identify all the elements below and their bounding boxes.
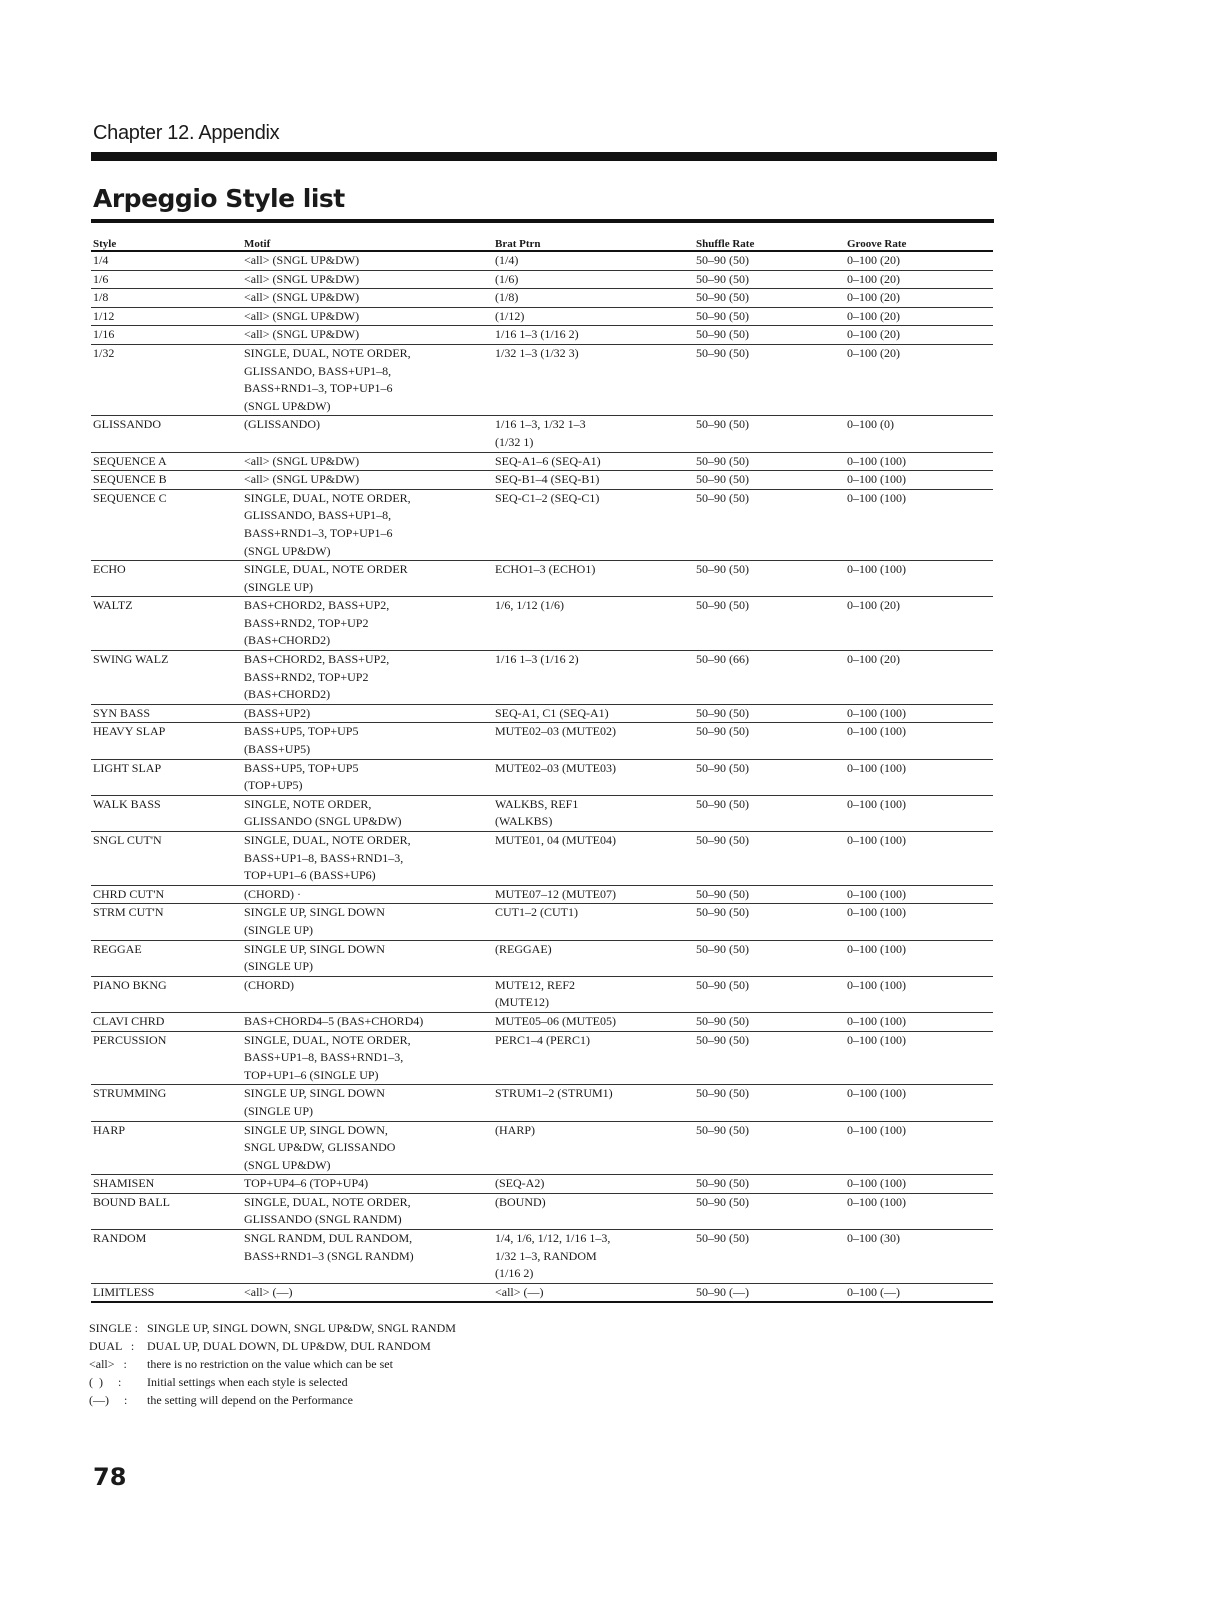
brat-ptrn-cell: WALKBS, REF1 (WALKBS): [495, 795, 696, 831]
shuffle-rate-cell: 50–90 (50): [696, 759, 847, 795]
style-cell: RANDOM: [91, 1230, 244, 1284]
style-cell: 1/32: [91, 344, 244, 415]
motif-cell: SINGLE, DUAL, NOTE ORDER (SINGLE UP): [244, 561, 495, 597]
brat-ptrn-cell: 1/16 1–3 (1/16 2): [495, 326, 696, 345]
legend-key: <all> :: [89, 1357, 127, 1371]
table-row: [91, 452, 993, 471]
groove-rate-cell: 0–100 (20): [847, 289, 993, 308]
legend-text: DUAL UP, DUAL DOWN, DL UP&DW, DUL RANDOM: [147, 1339, 431, 1353]
shuffle-rate-cell: 50–90 (50): [696, 704, 847, 723]
table-row: [91, 1175, 993, 1194]
style-cell: SWING WALZ: [91, 651, 244, 705]
brat-ptrn-cell: (1/8): [495, 289, 696, 308]
brat-ptrn-cell: SEQ-A1, C1 (SEQ-A1): [495, 704, 696, 723]
table-row: [91, 489, 993, 560]
groove-rate-cell: 0–100 (100): [847, 723, 993, 759]
style-cell: SHAMISEN: [91, 1175, 244, 1194]
groove-rate-cell: 0–100 (0): [847, 416, 993, 452]
style-cell: WALTZ: [91, 597, 244, 651]
shuffle-rate-cell: 50–90 (50): [696, 1193, 847, 1229]
style-cell: SYN BASS: [91, 704, 244, 723]
groove-rate-cell: 0–100 (100): [847, 704, 993, 723]
motif-cell: BAS+CHORD4–5 (BAS+CHORD4): [244, 1012, 495, 1031]
brat-ptrn-cell: MUTE07–12 (MUTE07): [495, 885, 696, 904]
shuffle-rate-cell: 50–90 (50): [696, 1121, 847, 1175]
table-row: [91, 704, 993, 723]
chapter-heading: Chapter 12. Appendix: [93, 122, 280, 144]
groove-rate-cell: 0–100 (100): [847, 471, 993, 490]
table-row: [91, 1012, 993, 1031]
table-row: [91, 832, 993, 886]
style-cell: SEQUENCE B: [91, 471, 244, 490]
section-title-rule: [91, 219, 994, 223]
motif-cell: SINGLE UP, SINGL DOWN (SINGLE UP): [244, 1085, 495, 1121]
style-cell: STRM CUT'N: [91, 904, 244, 940]
table-row: [91, 471, 993, 490]
shuffle-rate-cell: 50–90 (50): [696, 1230, 847, 1284]
style-cell: ECHO: [91, 561, 244, 597]
style-cell: CHRD CUT'N: [91, 885, 244, 904]
motif-cell: TOP+UP4–6 (TOP+UP4): [244, 1175, 495, 1194]
motif-cell: (CHORD) ·: [244, 885, 495, 904]
brat-ptrn-cell: (BOUND): [495, 1193, 696, 1229]
legend-item: [89, 1355, 456, 1373]
legend: [89, 1319, 456, 1409]
legend-key: (—) :: [89, 1393, 128, 1407]
groove-rate-cell: 0–100 (100): [847, 795, 993, 831]
brat-ptrn-cell: MUTE02–03 (MUTE03): [495, 759, 696, 795]
motif-cell: BAS+CHORD2, BASS+UP2, BASS+RND2, TOP+UP2 (BAS+CHORD2): [244, 651, 495, 705]
style-cell: GLISSANDO: [91, 416, 244, 452]
shuffle-rate-cell: 50–90 (50): [696, 416, 847, 452]
shuffle-rate-cell: 50–90 (50): [696, 289, 847, 308]
style-cell: HARP: [91, 1121, 244, 1175]
shuffle-rate-cell: 50–90 (66): [696, 651, 847, 705]
legend-text: there is no restriction on the value which can be set: [147, 1357, 393, 1371]
motif-cell: BAS+CHORD2, BASS+UP2, BASS+RND2, TOP+UP2 (BAS+CHORD2): [244, 597, 495, 651]
groove-rate-cell: 0–100 (20): [847, 597, 993, 651]
style-cell: REGGAE: [91, 940, 244, 976]
table-row: [91, 597, 993, 651]
brat-ptrn-cell: (1/4): [495, 251, 696, 270]
style-cell: LIMITLESS: [91, 1283, 244, 1302]
motif-cell: <all> (SNGL UP&DW): [244, 326, 495, 345]
groove-rate-cell: 0–100 (20): [847, 651, 993, 705]
table-row: [91, 416, 993, 452]
shuffle-rate-cell: 50–90 (50): [696, 832, 847, 886]
shuffle-rate-cell: 50–90 (50): [696, 270, 847, 289]
shuffle-rate-cell: 50–90 (50): [696, 1012, 847, 1031]
style-cell: 1/8: [91, 289, 244, 308]
shuffle-rate-cell: 50–90 (50): [696, 723, 847, 759]
brat-ptrn-cell: 1/6, 1/12 (1/6): [495, 597, 696, 651]
table-row: [91, 885, 993, 904]
groove-rate-cell: 0–100 (20): [847, 344, 993, 415]
motif-cell: SINGLE, NOTE ORDER, GLISSANDO (SNGL UP&DW): [244, 795, 495, 831]
legend-text: Initial settings when each style is selected: [147, 1375, 348, 1389]
shuffle-rate-cell: 50–90 (50): [696, 1031, 847, 1085]
shuffle-rate-cell: 50–90 (50): [696, 452, 847, 471]
shuffle-rate-cell: 50–90 (50): [696, 940, 847, 976]
table-row: [91, 561, 993, 597]
motif-cell: SINGLE, DUAL, NOTE ORDER, BASS+UP1–8, BASS+RND1–3, TOP+UP1–6 (SINGLE UP): [244, 1031, 495, 1085]
motif-cell: SNGL RANDM, DUL RANDOM, BASS+RND1–3 (SNGL RANDM): [244, 1230, 495, 1284]
shuffle-rate-cell: 50–90 (50): [696, 561, 847, 597]
shuffle-rate-cell: 50–90 (50): [696, 471, 847, 490]
brat-ptrn-cell: SEQ-C1–2 (SEQ-C1): [495, 489, 696, 560]
groove-rate-cell: 0–100 (20): [847, 270, 993, 289]
table-row: [91, 307, 993, 326]
table-row: [91, 976, 993, 1012]
style-cell: 1/12: [91, 307, 244, 326]
column-header-style: Style: [91, 232, 244, 251]
style-cell: PIANO BKNG: [91, 976, 244, 1012]
column-header-motif: Motif: [244, 232, 495, 251]
brat-ptrn-cell: MUTE01, 04 (MUTE04): [495, 832, 696, 886]
brat-ptrn-cell: MUTE05–06 (MUTE05): [495, 1012, 696, 1031]
table-row: [91, 1031, 993, 1085]
brat-ptrn-cell: (REGGAE): [495, 940, 696, 976]
legend-item: [89, 1373, 456, 1391]
section-title: Arpeggio Style list: [93, 184, 345, 213]
shuffle-rate-cell: 50–90 (50): [696, 904, 847, 940]
table-row: [91, 940, 993, 976]
table-row: [91, 904, 993, 940]
groove-rate-cell: 0–100 (100): [847, 1085, 993, 1121]
motif-cell: SINGLE UP, SINGL DOWN, SNGL UP&DW, GLISSANDO (SNGL UP&DW): [244, 1121, 495, 1175]
style-cell: CLAVI CHRD: [91, 1012, 244, 1031]
style-cell: 1/4: [91, 251, 244, 270]
legend-text: the setting will depend on the Performance: [147, 1393, 353, 1407]
style-cell: SEQUENCE A: [91, 452, 244, 471]
shuffle-rate-cell: 50–90 (50): [696, 1085, 847, 1121]
motif-cell: SINGLE UP, SINGL DOWN (SINGLE UP): [244, 940, 495, 976]
motif-cell: <all> (SNGL UP&DW): [244, 289, 495, 308]
shuffle-rate-cell: 50–90 (50): [696, 489, 847, 560]
motif-cell: (BASS+UP2): [244, 704, 495, 723]
motif-cell: SINGLE, DUAL, NOTE ORDER, BASS+UP1–8, BASS+RND1–3, TOP+UP1–6 (BASS+UP6): [244, 832, 495, 886]
motif-cell: <all> (SNGL UP&DW): [244, 251, 495, 270]
groove-rate-cell: 0–100 (100): [847, 452, 993, 471]
motif-cell: (GLISSANDO): [244, 416, 495, 452]
table-row: [91, 759, 993, 795]
brat-ptrn-cell: STRUM1–2 (STRUM1): [495, 1085, 696, 1121]
table-row: [91, 1193, 993, 1229]
table-row: [91, 651, 993, 705]
motif-cell: SINGLE, DUAL, NOTE ORDER, GLISSANDO, BASS+UP1–8, BASS+RND1–3, TOP+UP1–6 (SNGL UP&DW): [244, 489, 495, 560]
table-row: [91, 1121, 993, 1175]
legend-key: SINGLE :: [89, 1321, 138, 1335]
legend-item: [89, 1319, 456, 1337]
groove-rate-cell: 0–100 (20): [847, 251, 993, 270]
style-cell: 1/6: [91, 270, 244, 289]
style-cell: WALK BASS: [91, 795, 244, 831]
shuffle-rate-cell: 50–90 (50): [696, 1175, 847, 1194]
legend-text: SINGLE UP, SINGL DOWN, SNGL UP&DW, SNGL RANDM: [147, 1321, 456, 1335]
groove-rate-cell: 0–100 (100): [847, 1031, 993, 1085]
table-row: [91, 289, 993, 308]
motif-cell: (CHORD): [244, 976, 495, 1012]
brat-ptrn-cell: 1/4, 1/6, 1/12, 1/16 1–3, 1/32 1–3, RANDOM (1/16 2): [495, 1230, 696, 1284]
page-number: 78: [93, 1463, 127, 1491]
motif-cell: <all> (SNGL UP&DW): [244, 452, 495, 471]
brat-ptrn-cell: SEQ-A1–6 (SEQ-A1): [495, 452, 696, 471]
groove-rate-cell: 0–100 (—): [847, 1283, 993, 1302]
groove-rate-cell: 0–100 (30): [847, 1230, 993, 1284]
shuffle-rate-cell: 50–90 (50): [696, 597, 847, 651]
shuffle-rate-cell: 50–90 (50): [696, 251, 847, 270]
legend-item: [89, 1337, 456, 1355]
brat-ptrn-cell: ECHO1–3 (ECHO1): [495, 561, 696, 597]
style-cell: 1/16: [91, 326, 244, 345]
shuffle-rate-cell: 50–90 (50): [696, 307, 847, 326]
groove-rate-cell: 0–100 (100): [847, 1175, 993, 1194]
style-cell: PERCUSSION: [91, 1031, 244, 1085]
brat-ptrn-cell: (1/12): [495, 307, 696, 326]
groove-rate-cell: 0–100 (100): [847, 1012, 993, 1031]
style-cell: HEAVY SLAP: [91, 723, 244, 759]
table-body: [91, 251, 993, 1302]
column-header-brat-ptrn: Brat Ptrn: [495, 232, 696, 251]
motif-cell: <all> (SNGL UP&DW): [244, 270, 495, 289]
groove-rate-cell: 0–100 (100): [847, 561, 993, 597]
table-row: [91, 270, 993, 289]
groove-rate-cell: 0–100 (100): [847, 759, 993, 795]
motif-cell: SINGLE, DUAL, NOTE ORDER, GLISSANDO, BASS+UP1–8, BASS+RND1–3, TOP+UP1–6 (SNGL UP&DW): [244, 344, 495, 415]
shuffle-rate-cell: 50–90 (50): [696, 344, 847, 415]
brat-ptrn-cell: (SEQ-A2): [495, 1175, 696, 1194]
brat-ptrn-cell: (HARP): [495, 1121, 696, 1175]
table-row: [91, 723, 993, 759]
shuffle-rate-cell: 50–90 (50): [696, 326, 847, 345]
shuffle-rate-cell: 50–90 (50): [696, 976, 847, 1012]
motif-cell: BASS+UP5, TOP+UP5 (TOP+UP5): [244, 759, 495, 795]
motif-cell: BASS+UP5, TOP+UP5 (BASS+UP5): [244, 723, 495, 759]
legend-item: [89, 1391, 456, 1409]
legend-key: ( ) :: [89, 1375, 122, 1389]
chapter-divider-bar: [91, 152, 997, 161]
table-row: [91, 344, 993, 415]
brat-ptrn-cell: SEQ-B1–4 (SEQ-B1): [495, 471, 696, 490]
arpeggio-style-table: [91, 232, 993, 1303]
motif-cell: SINGLE, DUAL, NOTE ORDER, GLISSANDO (SNGL RANDM): [244, 1193, 495, 1229]
table-row: [91, 1230, 993, 1284]
groove-rate-cell: 0–100 (100): [847, 1193, 993, 1229]
groove-rate-cell: 0–100 (100): [847, 976, 993, 1012]
shuffle-rate-cell: 50–90 (50): [696, 885, 847, 904]
groove-rate-cell: 0–100 (100): [847, 832, 993, 886]
brat-ptrn-cell: 1/16 1–3 (1/16 2): [495, 651, 696, 705]
groove-rate-cell: 0–100 (100): [847, 1121, 993, 1175]
motif-cell: <all> (—): [244, 1283, 495, 1302]
brat-ptrn-cell: 1/16 1–3, 1/32 1–3 (1/32 1): [495, 416, 696, 452]
motif-cell: <all> (SNGL UP&DW): [244, 307, 495, 326]
brat-ptrn-cell: 1/32 1–3 (1/32 3): [495, 344, 696, 415]
groove-rate-cell: 0–100 (100): [847, 489, 993, 560]
brat-ptrn-cell: (1/6): [495, 270, 696, 289]
table-row: [91, 1085, 993, 1121]
table-row: [91, 795, 993, 831]
table-header-row: [91, 232, 993, 251]
table-row: [91, 326, 993, 345]
groove-rate-cell: 0–100 (20): [847, 326, 993, 345]
motif-cell: <all> (SNGL UP&DW): [244, 471, 495, 490]
column-header-groove-rate: Groove Rate: [847, 232, 993, 251]
brat-ptrn-cell: MUTE02–03 (MUTE02): [495, 723, 696, 759]
table-row: [91, 251, 993, 270]
groove-rate-cell: 0–100 (100): [847, 940, 993, 976]
style-cell: SEQUENCE C: [91, 489, 244, 560]
brat-ptrn-cell: <all> (—): [495, 1283, 696, 1302]
legend-key: DUAL :: [89, 1339, 135, 1353]
motif-cell: SINGLE UP, SINGL DOWN (SINGLE UP): [244, 904, 495, 940]
brat-ptrn-cell: MUTE12, REF2 (MUTE12): [495, 976, 696, 1012]
groove-rate-cell: 0–100 (100): [847, 885, 993, 904]
groove-rate-cell: 0–100 (100): [847, 904, 993, 940]
style-cell: SNGL CUT'N: [91, 832, 244, 886]
style-cell: BOUND BALL: [91, 1193, 244, 1229]
brat-ptrn-cell: CUT1–2 (CUT1): [495, 904, 696, 940]
shuffle-rate-cell: 50–90 (50): [696, 795, 847, 831]
column-header-shuffle-rate: Shuffle Rate: [696, 232, 847, 251]
style-cell: STRUMMING: [91, 1085, 244, 1121]
groove-rate-cell: 0–100 (20): [847, 307, 993, 326]
style-cell: LIGHT SLAP: [91, 759, 244, 795]
brat-ptrn-cell: PERC1–4 (PERC1): [495, 1031, 696, 1085]
shuffle-rate-cell: 50–90 (—): [696, 1283, 847, 1302]
table-row: [91, 1283, 993, 1302]
